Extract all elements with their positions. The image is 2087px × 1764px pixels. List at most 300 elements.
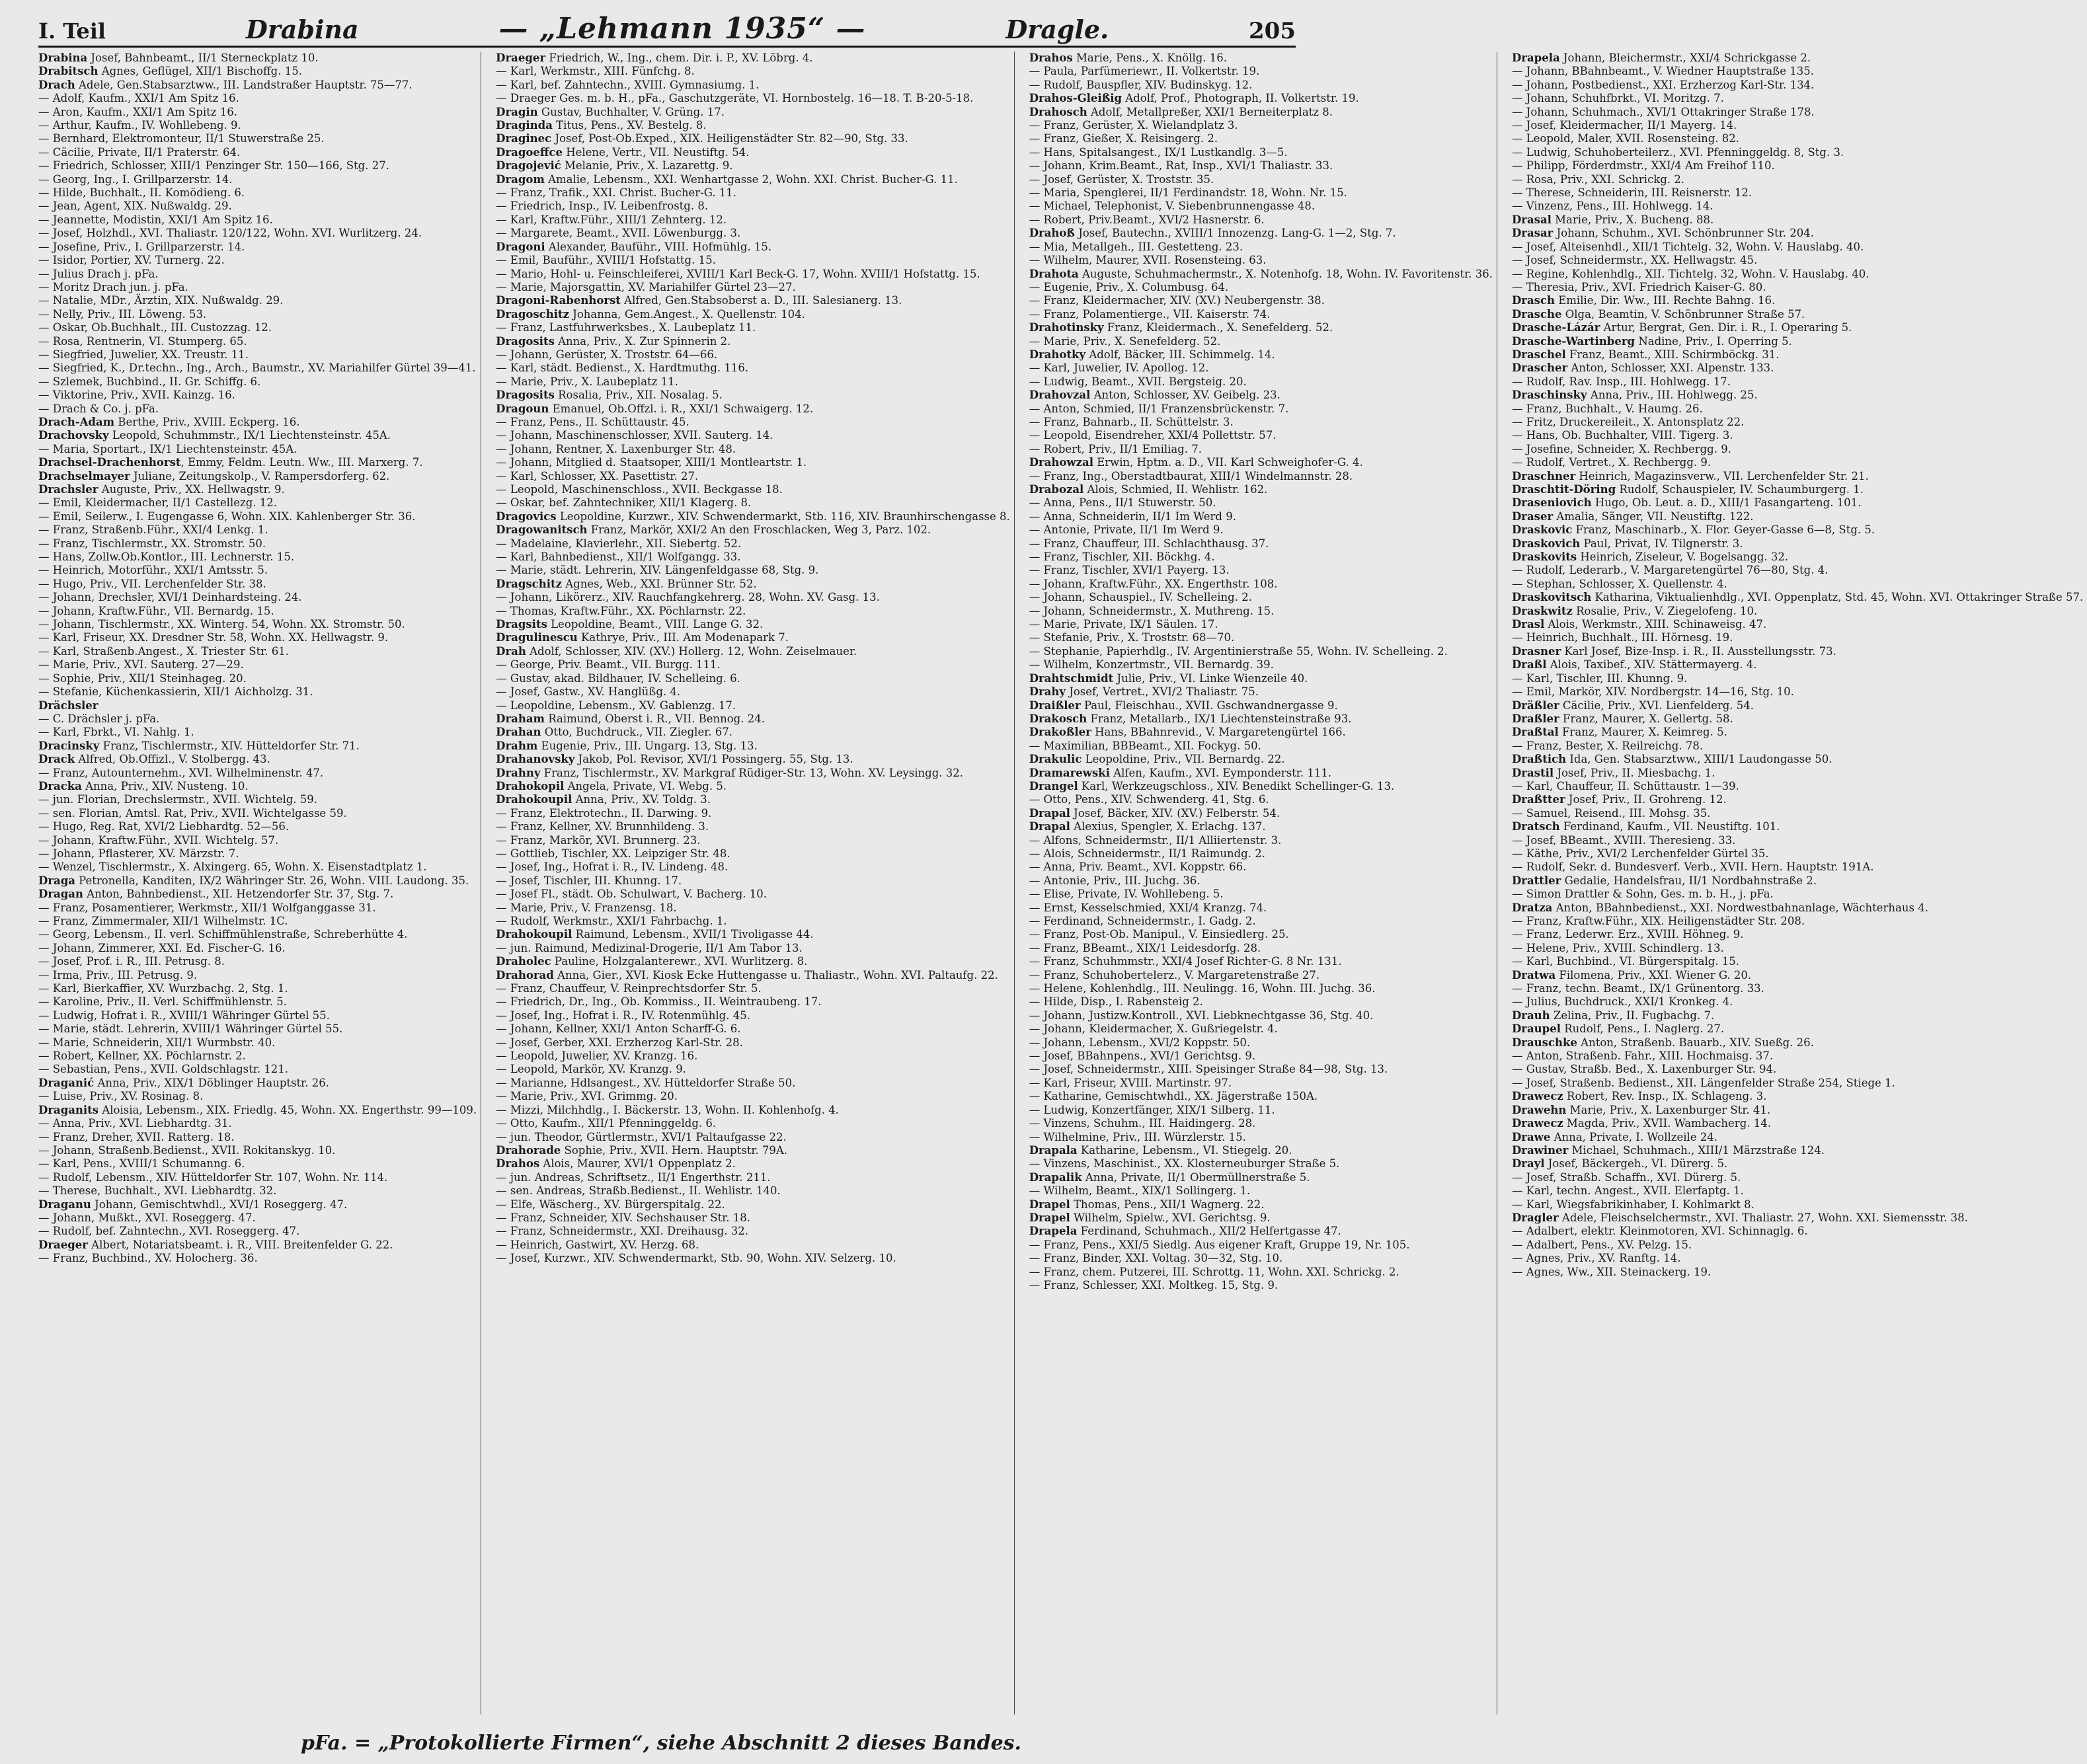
directory-entry	[1512, 780, 2083, 793]
directory-entry	[1512, 793, 2083, 806]
entry-details: Anton, BBahnbedienst., XXI. Nordwestbahnanlage, Wächterhaus 4.	[1552, 901, 1928, 914]
entry-details: — Friedrich, Dr., Ing., Ob. Kommiss., II. Weintraubeng. 17.	[496, 995, 822, 1009]
entry-details: — Josef, Gerüster, X. Troststr. 35.	[1029, 173, 1214, 186]
entry-details: — jun. Andreas, Schriftsetz., II/1 Engerthstr. 211.	[496, 1170, 771, 1184]
directory-column-1	[38, 52, 481, 1714]
entry-surname: Drabina	[38, 52, 88, 64]
entry-details: Hans, BBahnrevid., V. Margaretengürtel 166.	[1091, 726, 1346, 739]
entry-details: — Aron, Kaufm., XXI/1 Am Spitz 16.	[38, 105, 237, 118]
directory-entry	[38, 321, 477, 334]
directory-entry	[496, 672, 1010, 685]
directory-entry	[496, 685, 1010, 699]
entry-details: — Franz, Buchhalt., V. Haumg. 26.	[1511, 402, 1703, 415]
entry-surname: Draser	[1511, 510, 1554, 523]
directory-entry	[1029, 119, 1493, 132]
directory-entry	[496, 1211, 1010, 1225]
entry-details: — Regine, Kohlenhdlg., XII. Tichtelg. 32, Wohn. V. Hauslabg. 40.	[1511, 267, 1870, 280]
entry-details: Josef, Priv., II. Miesbachg. 1.	[1554, 766, 1715, 779]
directory-entry	[38, 942, 477, 955]
directory-entry	[496, 807, 1010, 820]
entry-details: — Karl, Bierkaffier, XV. Wurzbachg. 2, Stg. 1.	[38, 982, 288, 995]
entry-surname: Drawiner	[1511, 1143, 1569, 1157]
directory-entry	[38, 767, 477, 780]
directory-entry	[1029, 483, 1493, 496]
entry-details: Leopoldine, Kurzwr., XIV. Schwendermarkt, Stb. 116, XIV. Braunhirschengasse 8.	[556, 510, 1010, 523]
directory-entry	[1029, 645, 1493, 658]
entry-surname: Draeger	[38, 1238, 88, 1251]
entry-details: — Otto, Pens., XIV. Schwenderg. 41, Stg. 6.	[1029, 793, 1269, 806]
directory-entry	[38, 470, 477, 483]
entry-details: — sen. Andreas, Straßb.Bedienst., II. Wehlistr. 140.	[496, 1184, 781, 1198]
directory-entry	[1512, 146, 2083, 159]
directory-entry	[496, 443, 1010, 456]
directory-entry	[1512, 982, 2083, 995]
entry-details: — Josef, Straßb. Schaffn., XVI. Dürerg. 5.	[1511, 1170, 1741, 1184]
directory-entry	[38, 52, 477, 65]
entry-surname: Drahan	[496, 726, 541, 739]
entry-details: Franz, Kleidermach., X. Senefelderg. 52.	[1103, 321, 1333, 334]
directory-entry	[38, 241, 477, 254]
entry-details: — George, Priv. Beamt., VII. Burgg. 111.	[496, 658, 721, 671]
directory-entry	[496, 308, 1010, 321]
directory-entry	[1512, 416, 2083, 429]
directory-entry	[38, 416, 477, 429]
directory-entry	[1512, 159, 2083, 173]
entry-details: — Anna, Pens., II/1 Stuwerstr. 50.	[1029, 496, 1216, 510]
entry-details: — Franz, Straßenb.Führ., XXI/4 Lenkg. 1.	[38, 523, 268, 537]
entry-surname: Dragojević	[496, 159, 561, 173]
entry-details: Anna, Private, I. Wollzeile 24.	[1550, 1130, 1718, 1143]
directory-entry	[496, 928, 1010, 941]
directory-entry	[1029, 1131, 1493, 1144]
entry-details: — Adolf, Kaufm., XXI/1 Am Spitz 16.	[38, 92, 239, 105]
directory-entry	[1029, 65, 1493, 78]
directory-entry	[496, 241, 1010, 254]
section-label: I. Teil	[38, 19, 106, 44]
directory-entry	[38, 712, 477, 726]
directory-entry	[1029, 578, 1493, 591]
directory-entry	[496, 1131, 1010, 1144]
entry-details: — Karl, Pens., XVIII/1 Schumanng. 6.	[38, 1157, 245, 1170]
entry-details: Cäcilie, Priv., XVI. Lienfelderg. 54.	[1559, 699, 1754, 712]
entry-details: — Gustav, akad. Bildhauer, IV. Schelleing. 6.	[496, 671, 740, 685]
entry-details: — Josef Fl., städt. Ob. Schulwart, V. Bacherg. 10.	[496, 888, 768, 901]
directory-entry	[38, 1090, 477, 1103]
entry-details: — Franz, Kellner, XV. Brunnhildeng. 3.	[496, 820, 709, 833]
last-entry-word: Dragle.	[1005, 15, 1109, 44]
directory-entry	[1512, 213, 2083, 227]
directory-entry	[496, 591, 1010, 604]
entry-details: — Maria, Spenglerei, II/1 Ferdinandstr. 18, Wohn. Nr. 15.	[1029, 186, 1347, 200]
entry-details: Johanna, Gem.Angest., X. Quellenstr. 104.	[569, 307, 805, 321]
entry-details: — Karl, Buchbind., VI. Bürgerspitalg. 15.	[1511, 955, 1740, 968]
entry-details: — Adalbert, elektr. Kleinmotoren, XVI. Schinnaglg. 6.	[1511, 1225, 1808, 1238]
directory-entry	[1029, 551, 1493, 564]
directory-entry	[1029, 928, 1493, 941]
directory-entry	[1512, 79, 2083, 92]
entry-surname: Drasar	[1511, 227, 1554, 240]
entry-details: — Theresia, Priv., XVI. Friedrich Kaiser-G. 80.	[1511, 280, 1766, 293]
directory-entry	[38, 658, 477, 671]
entry-surname: Draschner	[1511, 469, 1576, 482]
entry-details: — Hans, Spitalsangest., IX/1 Lustkandlg. 3—5.	[1029, 145, 1288, 159]
entry-surname: Dragoni-Rabenhorst	[496, 294, 621, 307]
entry-details: — Nelly, Priv., III. Löweng. 53.	[38, 307, 207, 321]
entry-surname: Drahtschmidt	[1029, 671, 1114, 685]
entry-surname: Drächsler	[38, 699, 98, 712]
entry-surname: Dragoun	[496, 402, 549, 415]
entry-details: Paul, Fleischhau., XVII. Gschwandnergasse 9.	[1080, 699, 1338, 712]
entry-details: — Friedrich, Insp., IV. Leibenfrostg. 8.	[496, 200, 709, 213]
entry-surname: Draßtter	[1511, 793, 1565, 806]
directory-entry	[38, 969, 477, 982]
entry-details: Johann, Schuhm., XVI. Schönbrunner Str. 204.	[1553, 227, 1815, 240]
entry-details: — Cäcilie, Private, II/1 Praterstr. 64.	[38, 145, 241, 159]
entry-details: — Käthe, Priv., XVI/2 Lerchenfelder Gürtel 35.	[1511, 847, 1769, 860]
directory-entry	[1512, 362, 2083, 375]
directory-entry	[496, 65, 1010, 78]
entry-details: — Rudolf, Sekr. d. Bundesverf. Verb., XVII. Hern. Hauptstr. 191A.	[1511, 861, 1874, 874]
entry-details: — Franz, Kleidermacher, XIV. (XV.) Neubergenstr. 38.	[1029, 294, 1325, 307]
entry-details: — Josef, Gastw., XV. Hanglüßg. 4.	[496, 685, 681, 699]
entry-details: — Johann, Kleidermacher, X. Gußriegelstr. 4.	[1029, 1022, 1278, 1036]
entry-details: Heinrich, Magazinsverw., VII. Lerchenfelder Str. 21.	[1575, 469, 1869, 482]
directory-entry	[1029, 658, 1493, 671]
directory-entry	[38, 995, 477, 1009]
entry-details: — Rudolf, Lebensm., XIV. Hütteldorfer Str. 107, Wohn. Nr. 114.	[38, 1170, 388, 1184]
entry-surname: Drahny	[496, 766, 541, 779]
entry-details: — Franz, Ing., Oberstadtbaurat, XIII/1 Windelmannstr. 28.	[1029, 469, 1353, 482]
entry-details: Franz, Tischlermstr., XIV. Hütteldorfer Str. 71.	[99, 739, 360, 752]
directory-entry	[496, 753, 1010, 766]
entry-details: — Franz, BBeamt., XIX/1 Leidesdorfg. 28.	[1029, 941, 1261, 954]
entry-details: — Katharine, Gemischtwhdl., XX. Jägerstraße 150A.	[1029, 1090, 1318, 1103]
directory-entry	[1512, 241, 2083, 254]
entry-surname: Dragovics	[496, 510, 557, 523]
entry-details: Franz, Beamt., XIII. Schirmböckg. 31.	[1565, 348, 1780, 361]
entry-details: — Josef, Tischler, III. Khunng. 17.	[496, 874, 682, 887]
entry-surname: Dragosits	[496, 334, 555, 348]
directory-entry	[38, 1104, 477, 1117]
entry-details: Raimund, Lebensm., XVII/1 Tivoligasse 44.	[572, 928, 814, 941]
entry-details: — Maria, Sportart., IX/1 Liechtensteinstr. 45A.	[38, 442, 297, 455]
entry-surname: Drachselmayer	[38, 469, 130, 482]
directory-entry	[1029, 807, 1493, 820]
entry-details: — Ludwig, Konzertfänger, XIX/1 Silberg. 11.	[1029, 1103, 1275, 1116]
directory-entry	[1029, 726, 1493, 739]
entry-surname: Drach	[38, 78, 75, 91]
entry-details: — Ludwig, Hofrat i. R., XVIII/1 Währinger Gürtel 55.	[38, 1009, 330, 1022]
entry-details: Agnes, Web., XXI. Brünner Str. 52.	[561, 577, 757, 590]
directory-entry	[1029, 416, 1493, 429]
entry-details: — Alfons, Schneidermstr., II/1 Alliiertenstr. 3.	[1029, 833, 1282, 847]
entry-details: — Hans, Ob. Buchhalter, VIII. Tigerg. 3.	[1511, 429, 1733, 442]
entry-details: — Franz, Lederwr. Erz., XVIII. Höhneg. 9.	[1511, 928, 1744, 941]
entry-details: — Elise, Private, IV. Wohllebeng. 5.	[1029, 888, 1224, 901]
directory-entry	[1512, 685, 2083, 699]
entry-details: — Oskar, bef. Zahntechniker, XII/1 Klagerg. 8.	[496, 496, 752, 510]
directory-entry	[1029, 92, 1493, 105]
entry-details: Emilie, Dir. Ww., III. Rechte Bahng. 16.	[1555, 294, 1776, 307]
directory-entry	[496, 470, 1010, 483]
directory-entry	[496, 874, 1010, 888]
entry-details: — Heinrich, Gastwirt, XV. Herzg. 68.	[496, 1238, 699, 1251]
entry-details: — Agnes, Priv., XV. Ranftg. 14.	[1511, 1252, 1681, 1265]
entry-details: — Elfe, Wäscherg., XV. Bürgerspitalg. 22.	[496, 1198, 725, 1211]
directory-entry	[1512, 389, 2083, 402]
entry-details: — Draeger Ges. m. b. H., pFa., Gaschutzgeräte, VI. Hornbostelg. 16—18. T. B-20-5-18.	[496, 92, 974, 105]
directory-entry	[1512, 591, 2083, 604]
entry-details: Artur, Bergrat, Gen. Dir. i. R., I. Operaring 5.	[1600, 321, 1852, 334]
entry-surname: Drakulic	[1029, 753, 1082, 766]
entry-details: — Ferdinand, Schneidermstr., I. Gadg. 2.	[1029, 915, 1256, 927]
directory-entry	[1512, 106, 2083, 119]
entry-details: Raimund, Oberst i. R., VII. Bennog. 24.	[545, 712, 765, 725]
directory-entry	[38, 1022, 477, 1036]
directory-entry	[38, 685, 477, 699]
directory-entry	[38, 456, 477, 469]
entry-surname: Drahos	[1029, 52, 1073, 64]
directory-entry	[1512, 321, 2083, 334]
entry-surname: Drahos	[496, 1157, 540, 1170]
directory-entry	[1029, 213, 1493, 227]
entry-details: Heinrich, Ziseleur, V. Bogelsangg. 32.	[1577, 551, 1789, 564]
entry-details: — Gustav, Straßb. Bed., X. Laxenburger Str. 94.	[1511, 1063, 1777, 1076]
entry-details: — Franz, Gießer, X. Reisingerg. 2.	[1029, 132, 1218, 145]
directory-entry	[38, 1239, 477, 1252]
entry-details: — Otto, Kaufm., XII/1 Pfenninggeldg. 6.	[496, 1117, 717, 1130]
entry-details: — Johann, Kraftw.Führ., XX. Engerthstr. 108.	[1029, 577, 1278, 590]
entry-surname: Drakosch	[1029, 712, 1087, 725]
directory-entry	[38, 955, 477, 968]
directory-entry	[38, 551, 477, 564]
entry-surname: Drapela	[1511, 52, 1560, 64]
directory-entry	[496, 227, 1010, 240]
entry-details: Olga, Beamtin, V. Schönbrunner Straße 57.	[1561, 307, 1805, 321]
directory-entry	[38, 1252, 477, 1265]
entry-surname: Drawehn	[1511, 1103, 1567, 1116]
entry-surname: Drahotinsky	[1029, 321, 1104, 334]
entry-details: — Franz, Autounternehm., XVI. Wilhelminenstr. 47.	[38, 766, 324, 779]
entry-details: — Jean, Agent, XIX. Nußwaldg. 29.	[38, 200, 232, 213]
directory-entry	[38, 132, 477, 145]
entry-details: — Alois, Schneidermstr., II/1 Raimundg. 2.	[1029, 847, 1265, 860]
entry-details: — Sebastian, Pens., XVII. Goldschlagstr. 121.	[38, 1063, 289, 1076]
directory-entry	[1029, 915, 1493, 928]
entry-surname: Dragin	[496, 105, 538, 118]
entry-surname: Draschinsky	[1511, 389, 1587, 402]
entry-surname: Drahm	[496, 739, 538, 752]
entry-surname: Drahokoupil	[496, 793, 572, 806]
entry-surname: Drangel	[1029, 779, 1078, 792]
directory-entry	[1029, 1157, 1493, 1170]
directory-entry	[38, 1050, 477, 1063]
entry-surname: Drasche	[1511, 307, 1562, 321]
directory-entry	[1512, 173, 2083, 186]
directory-entry	[1512, 1117, 2083, 1130]
entry-surname: Drachovsky	[38, 429, 109, 442]
entry-details: — Karl, Fbrkt., VI. Nahlg. 1.	[38, 726, 194, 739]
entry-surname: Dragschitz	[496, 577, 562, 590]
entry-details: Josef, Bäckergeh., VI. Dürerg. 5.	[1544, 1157, 1728, 1170]
directory-entry	[1029, 1144, 1493, 1157]
directory-entry	[496, 982, 1010, 995]
directory-entry	[496, 712, 1010, 726]
directory-entry	[38, 807, 477, 820]
directory-entry	[38, 1225, 477, 1238]
directory-entry	[1029, 820, 1493, 833]
directory-entry	[38, 982, 477, 995]
entry-details: — Marie, Priv., XVI. Sauterg. 27—29.	[38, 658, 244, 671]
entry-details: — Helene, Priv., XVIII. Schindlerg. 13.	[1511, 941, 1724, 954]
entry-details: Aloisia, Lebensm., XIX. Friedlg. 45, Wohn. XX. Engerthstr. 99—109.	[98, 1103, 477, 1116]
directory-entry	[38, 605, 477, 618]
directory-entry	[38, 335, 477, 348]
entry-surname: Drawecz	[1511, 1090, 1563, 1103]
directory-entry	[1512, 119, 2083, 132]
entry-details: — Robert, Kellner, XX. Pöchlarnstr. 2.	[38, 1050, 246, 1063]
entry-details: — Robert, Priv., II/1 Emiliag. 7.	[1029, 442, 1202, 455]
directory-entry	[1029, 1063, 1493, 1076]
entry-details: Adolf, Prof., Photograph, II. Volkertstr. 19.	[1122, 92, 1359, 105]
directory-entry	[1029, 1252, 1493, 1265]
directory-entry	[1029, 1077, 1493, 1090]
directory-entry	[1029, 1104, 1493, 1117]
entry-details: — jun. Florian, Drechslermstr., XVII. Wichtelg. 59.	[38, 793, 318, 806]
directory-entry	[1512, 1171, 2083, 1184]
entry-details: — Luise, Priv., XV. Rosinag. 8.	[38, 1090, 204, 1103]
directory-entry	[1512, 1144, 2083, 1157]
entry-details: — Mizzi, Milchhdlg., I. Bäckerstr. 13, Wohn. II. Kohlenhofg. 4.	[496, 1103, 839, 1116]
entry-details: — Rudolf, Werkmstr., XXI/1 Fahrbachg. 1.	[496, 915, 727, 927]
entry-details: — Johann, Schneidermstr., X. Muthreng. 15.	[1029, 604, 1275, 617]
entry-details: — Franz, chem. Putzerei, III. Schrottg. 11, Wohn. XXI. Schrickg. 2.	[1029, 1265, 1399, 1278]
entry-details: Anna, Gier., XVI. Kiosk Ecke Huttengasse u. Thaliastr., Wohn. XVI. Paltaufg. 22.	[553, 968, 998, 981]
entry-details: — Karl, Friseur, XVIII. Martinstr. 97.	[1029, 1076, 1232, 1089]
entry-details: Kathrye, Priv., III. Am Modenapark 7.	[577, 631, 789, 644]
directory-entry	[38, 79, 477, 92]
entry-surname: Drattler	[1511, 874, 1561, 887]
entry-details: Alois, Schmied, II. Wehlistr. 162.	[1083, 483, 1268, 496]
entry-surname: Drack	[38, 753, 75, 766]
directory-entry	[1512, 969, 2083, 982]
directory-entry	[1512, 740, 2083, 753]
entry-details: — Josef, Kurzwr., XIV. Schwendermarkt, Stb. 90, Wohn. XIV. Selzerg. 10.	[496, 1252, 896, 1265]
entry-details: — Antonie, Private, II/1 Im Werd 9.	[1029, 523, 1224, 537]
entry-surname: Dratza	[1511, 901, 1553, 914]
entry-surname: Dräßler	[1511, 699, 1559, 712]
directory-entry	[496, 1090, 1010, 1103]
entry-details: Adele, Fleischselchermstr., XVI. Thaliastr. 27, Wohn. XXI. Siemensstr. 38.	[1558, 1211, 1968, 1224]
entry-details: Zelina, Priv., II. Fugbachg. 7.	[1550, 1009, 1715, 1022]
directory-entry	[38, 429, 477, 442]
directory-entry	[496, 1198, 1010, 1211]
directory-entry	[38, 537, 477, 551]
entry-surname: Drahy	[1029, 685, 1066, 699]
entry-details: — Antonie, Priv., III. Juchg. 36.	[1029, 874, 1201, 887]
directory-entry	[1512, 861, 2083, 874]
entry-details: Angela, Private, VI. Webg. 5.	[564, 779, 727, 792]
entry-surname: Draholec	[496, 955, 551, 968]
entry-details: — Franz, Tischlermstr., XX. Stromstr. 50.	[38, 537, 266, 550]
directory-entry	[1029, 241, 1493, 254]
entry-details: — Johann, Drechsler, XVI/1 Deinhardsteing. 24.	[38, 591, 302, 604]
entry-details: Rudolf, Schauspieler, IV. Schaumburgerg. 1.	[1616, 483, 1864, 496]
entry-details: — Vinzens, Schuhm., III. Haidingerg. 28.	[1029, 1117, 1256, 1130]
entry-details: — Johann, Likörerz., XIV. Rauchfangkehrerg. 28, Wohn. XV. Gasg. 13.	[496, 591, 880, 604]
directory-entry	[1029, 631, 1493, 644]
directory-entry	[1512, 699, 2083, 712]
directory-entry	[496, 645, 1010, 658]
entry-details: — Johann, Gerüster, X. Troststr. 64—66.	[496, 348, 718, 361]
directory-entry	[38, 793, 477, 806]
entry-details: — Johann, Mußkt., XVI. Roseggerg. 47.	[38, 1211, 256, 1224]
directory-entry	[38, 591, 477, 604]
directory-entry	[38, 699, 477, 712]
directory-entry	[496, 699, 1010, 712]
directory-entry	[496, 159, 1010, 173]
entry-details: — Irma, Priv., III. Petrusg. 9.	[38, 968, 198, 981]
directory-entry	[1029, 335, 1493, 348]
entry-details: — Josef, Alteisenhdl., XII/1 Tichtelg. 32, Wohn. V. Hauslabg. 40.	[1511, 240, 1864, 253]
directory-entry	[496, 915, 1010, 928]
directory-entry	[38, 861, 477, 874]
directory-entry	[38, 281, 477, 294]
directory-entry	[1029, 901, 1493, 915]
directory-entry	[1029, 1225, 1493, 1238]
directory-entry	[496, 793, 1010, 806]
directory-entry	[496, 901, 1010, 915]
entry-details: Josef, Bahnbeamt., II/1 Sterneckplatz 10.	[87, 52, 319, 64]
entry-surname: Drachsel-Drachenhorst	[38, 456, 181, 469]
directory-entry	[1512, 186, 2083, 200]
entry-details: — Karl, bef. Zahntechn., XVIII. Gymnasiumg. 1.	[496, 78, 760, 91]
entry-surname: Draeger	[496, 52, 546, 64]
entry-details: Leopoldine, Beamt., VIII. Lange G. 32.	[547, 618, 764, 631]
entry-details: — Franz, Elektrotechn., II. Darwing. 9.	[496, 806, 712, 820]
entry-details: Gedalie, Handelsfrau, II/1 Nordbahnstraße 2.	[1561, 874, 1817, 887]
directory-entry	[1512, 429, 2083, 442]
directory-entry	[496, 1104, 1010, 1117]
entry-surname: Drapala	[1029, 1143, 1078, 1157]
directory-entry	[496, 496, 1010, 510]
entry-details: — Vinzenz, Pens., III. Hohlwegg. 14.	[1511, 200, 1713, 213]
entry-details: — Adalbert, Pens., XV. Pelzg. 15.	[1511, 1238, 1692, 1251]
directory-entry	[1029, 793, 1493, 806]
entry-details: — Johann, Postbedienst., XXI. Erzherzog Karl-Str. 134.	[1511, 78, 1815, 91]
directory-entry	[496, 942, 1010, 955]
entry-details: — Madelaine, Klavierlehr., XII. Siebertg. 52.	[496, 537, 742, 550]
directory-entry	[1029, 281, 1493, 294]
entry-details: — Rudolf, Rav. Insp., III. Hohlwegg. 17.	[1511, 375, 1731, 388]
entry-details: Leopold, Schuhmmstr., IX/1 Liechtensteinstr. 45A.	[108, 429, 391, 442]
directory-entry	[1029, 1009, 1493, 1022]
entry-details: — Johann, Zimmerer, XXI. Ed. Fischer-G. 16.	[38, 941, 286, 954]
directory-entry	[1512, 470, 2083, 483]
entry-surname: Dragoschitz	[496, 307, 569, 321]
entry-details: — Johann, Schuhfbrkt., VI. Moritzg. 7.	[1511, 92, 1724, 105]
entry-details: — Karl, Kraftw.Führ., XIII/1 Zehnterg. 12.	[496, 213, 727, 226]
entry-details: — Franz, Gerüster, X. Wielandplatz 3.	[1029, 119, 1238, 132]
entry-details: Albert, Notariatsbeamt. i. R., VIII. Breitenfelder G. 22.	[87, 1238, 393, 1251]
entry-surname: Dragowanitsch	[496, 523, 588, 537]
entry-surname: Draskovitsch	[1511, 591, 1592, 604]
directory-entry	[496, 362, 1010, 375]
entry-details: — Arthur, Kaufm., IV. Wohllebeng. 9.	[38, 119, 241, 132]
directory-entry	[1029, 1266, 1493, 1279]
directory-entry	[1512, 1036, 2083, 1050]
directory-entry	[1029, 268, 1493, 281]
